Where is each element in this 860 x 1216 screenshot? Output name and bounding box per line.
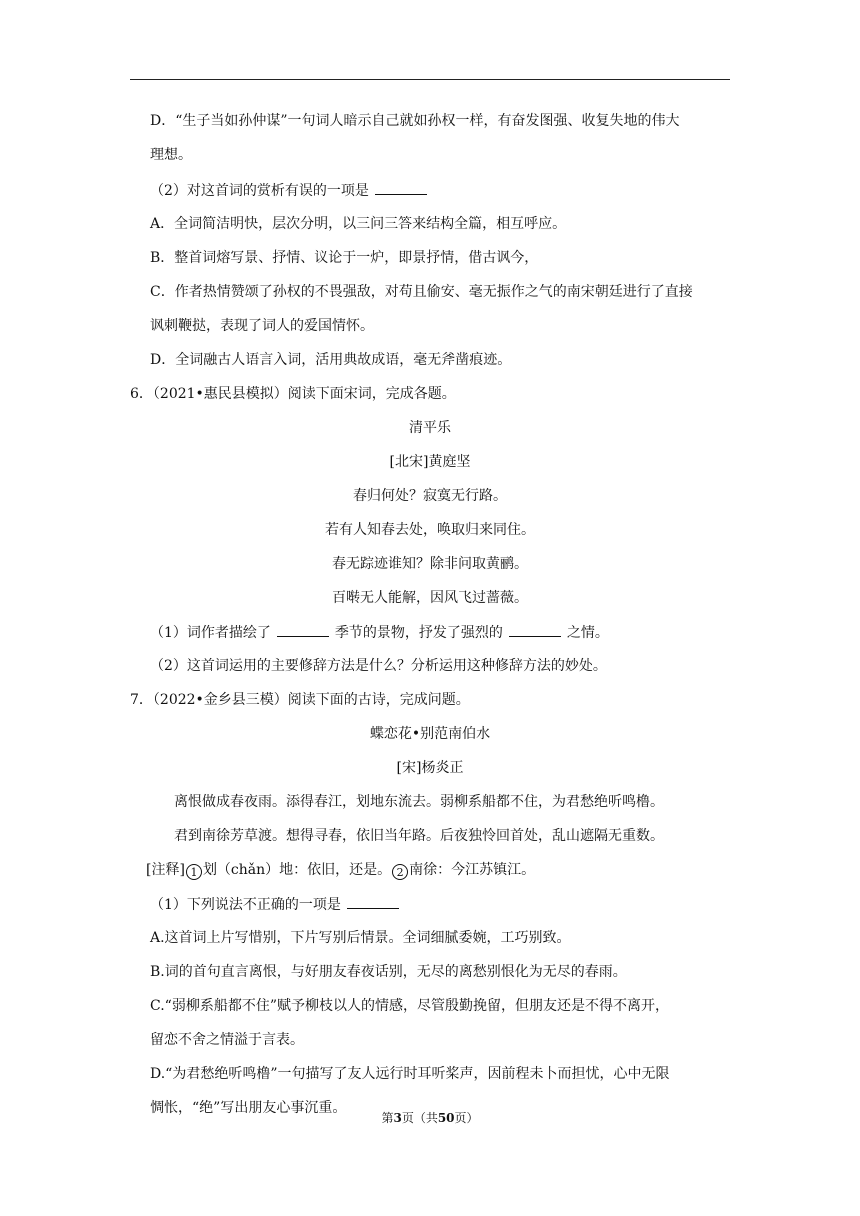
q6-poem-line: 春归何处？寂寞无行路。: [353, 488, 507, 504]
q5-sub2-option-a: A．全词简洁明快，层次分明，以三问三答来结构全篇，相互呼应。: [150, 216, 567, 232]
q7-option-d-line1: D.“为君愁绝听鸣橹”一句描写了友人远行时耳听桨声，因前程未卜而担忧，心中无限: [150, 1066, 670, 1082]
q6-sub2: （2）这首词运用的主要修辞方法是什么？分析运用这种修辞方法的妙处。: [150, 658, 607, 674]
q5-sub2-option-c-line1: C．作者热情赞颂了孙权的不畏强敌，对苟且偷安、毫无振作之气的南宋朝廷进行了直接: [150, 284, 693, 300]
answer-blank: [277, 622, 329, 637]
answer-blank: [375, 180, 427, 195]
q5-sub2-option-d: D．全词融古人语言入词，活用典故成语，毫无斧凿痕迹。: [150, 352, 512, 368]
q5-sub2-option-b: B．整首词熔写景、抒情、议论于一炉，即景抒情，借古讽今，: [150, 250, 539, 266]
answer-blank: [509, 622, 561, 637]
q6-sub1-text-c: 之情。: [566, 625, 609, 641]
q7-option-d-line2: 惆怅，“绝”写出朋友心事沉重。: [150, 1100, 347, 1116]
q7-header: 7．（2022•金乡县三模）阅读下面的古诗，完成问题。: [130, 692, 470, 708]
note-number-2: 2: [392, 864, 408, 880]
note-number-1: 1: [186, 864, 202, 880]
q7-option-c-line1: C.“弱柳系船都不住”赋予柳枝以人的情感，尽管殷勤挽留，但朋友还是不得不离开，: [150, 998, 669, 1014]
q6-sub1-text-b: 季节的景物，抒发了强烈的: [334, 625, 503, 641]
q6-poem-line: 若有人知春去处，唤取归来同住。: [325, 522, 535, 538]
current-page-number: 3: [393, 1111, 402, 1125]
q5-sub2-stem: [150, 180, 433, 201]
q7-option-b: B.词的首句直言离恨，与好朋友春夜话别，无尽的离愁别恨化为无尽的春雨。: [150, 964, 627, 980]
q5-sub2-option-c-line2: 讽刺鞭挞，表现了词人的爱国情怀。: [150, 318, 374, 334]
q7-note-prefix: [注释]: [146, 862, 185, 878]
q6-poem-line: 百啭无人能解，因风飞过蔷薇。: [332, 590, 528, 606]
footer-suffix: 页）: [454, 1111, 479, 1125]
q6-sub1: [150, 622, 609, 643]
footer-prefix: 第: [381, 1111, 394, 1125]
q7-poem-line1: 离恨做成春夜雨。添得春江，划地东流去。弱柳系船都不住，为君愁绝听鸣橹。: [174, 794, 664, 810]
page-footer: [0, 1110, 860, 1126]
q5-option-d-line2: 理想。: [150, 147, 192, 163]
q7-option-a: A.这首词上片写惜别，下片写别后情景。全词细腻委婉，工巧别致。: [150, 930, 571, 946]
header-rule: [130, 79, 730, 80]
q7-poem-author: [宋]杨炎正: [396, 760, 464, 776]
footer-mid: 页（共: [401, 1111, 438, 1125]
q6-poem-line: 春无踪迹谁知？除非问取黄鹂。: [332, 556, 528, 572]
q7-sub1-stem-text: （1）下列说法不正确的一项是: [150, 897, 341, 913]
q7-poem-title: 蝶恋花•别范南伯水: [369, 726, 491, 742]
q7-note-1: 划（chǎn）地：依旧，还是。: [202, 862, 392, 878]
q6-sub1-text-a: （1）词作者描绘了: [150, 625, 271, 641]
q6-poem-title: 清平乐: [409, 420, 451, 436]
q7-option-c-line2: 留恋不舍之情溢于言表。: [150, 1032, 304, 1048]
q5-option-d-line1: D．“生子当如孙仲谋”一句词人暗示自己就如孙权一样，有奋发图强、收复失地的伟大: [150, 113, 680, 129]
answer-blank: [347, 894, 399, 909]
q5-sub2-stem-text: （2）对这首词的赏析有误的一项是: [150, 183, 369, 199]
q7-poem-line2: 君到南徐芳草渡。想得寻春，依旧当年路。后夜独怜回首处，乱山遮隔无重数。: [174, 828, 664, 844]
q7-sub1-stem: [150, 894, 405, 915]
q6-poem-author: [北宋]黄庭坚: [389, 454, 471, 470]
q7-note-2: 南徐：今江苏镇江。: [409, 862, 536, 878]
total-page-count: 50: [437, 1111, 455, 1125]
q6-header: 6．（2021•惠民县模拟）阅读下面宋词，完成各题。: [130, 386, 456, 402]
q7-notes: [146, 860, 535, 880]
